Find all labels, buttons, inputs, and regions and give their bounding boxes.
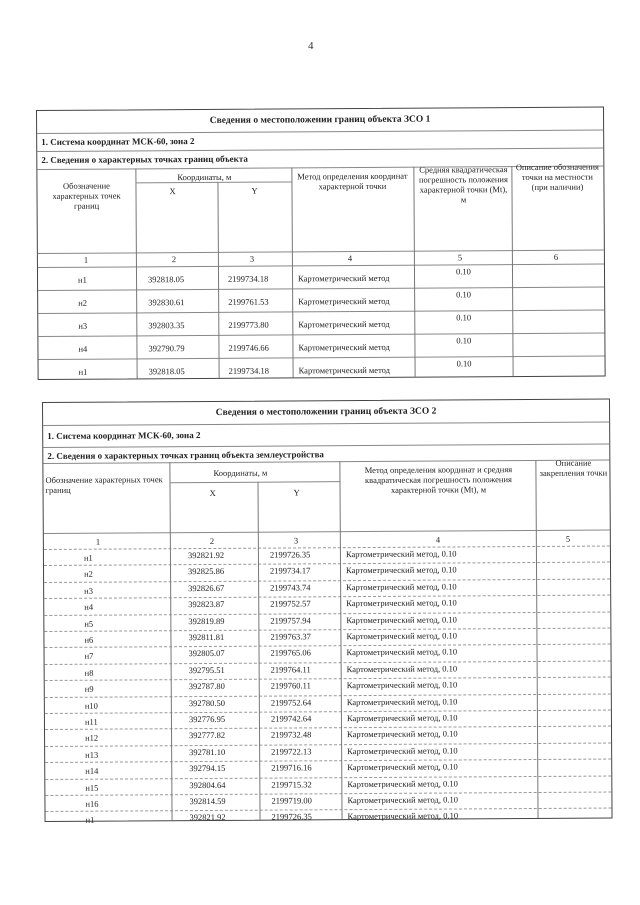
point-name: н2 [78,297,88,308]
point-name: н2 [84,568,93,579]
column-number: 5 [565,533,571,544]
method: Картометрический метод, 0.10 [347,728,458,740]
coord-y: 2199726.35 [269,549,311,560]
method: Картометрический метод, 0.10 [346,630,457,642]
header-coords: Координаты, м [177,171,232,183]
point-name: н10 [84,700,98,711]
header-x: X [209,487,216,498]
point-name: н1 [83,552,93,563]
row-divider [44,579,610,583]
point-name: н5 [84,618,94,629]
point-name: н6 [84,634,94,645]
point-name: н11 [84,716,98,727]
point-name: н3 [84,585,93,596]
method: Картометрический метод, 0.10 [347,794,458,806]
coord-y: 2199752.57 [270,598,311,609]
coord-y: 2199765.06 [270,647,311,658]
header-y: Y [251,185,258,196]
coord-y: 2199757.94 [270,615,311,626]
page-number: 4 [308,40,314,52]
error-value: 0.10 [456,358,472,369]
coord-y: 2199763.37 [270,631,311,642]
column-number: 2 [209,535,215,546]
point-name: н14 [85,765,99,776]
method: Картометрический метод, 0.10 [346,614,457,626]
table-zso-2 [42,399,613,825]
method: Картометрический метод, 0.10 [346,597,457,609]
column-number: 3 [293,535,299,546]
row-divider [45,808,611,812]
column-number: 4 [347,253,353,264]
row-divider [44,595,610,599]
coord-x: 392811.81 [188,631,225,643]
header-x: X [169,186,176,197]
point-name: н16 [85,798,99,809]
column-number: 3 [249,253,255,264]
table-zso-1 [36,107,606,380]
point-name: н1 [85,814,95,825]
coord-y: 2199732.48 [271,729,312,740]
error-value: 0.10 [456,312,472,323]
coordinate-system-label: 1. Система координат МСК-60, зона 2 [47,430,201,441]
point-name: н9 [84,683,94,694]
coord-x: 392830.61 [148,297,185,308]
row-divider [38,333,604,337]
point-name: н13 [85,749,99,760]
error-value: 0.10 [455,266,471,277]
method: Картометрический метод [298,295,390,307]
header-designation: Обозначение характерных точек границ [45,474,163,495]
coord-y: 2199742.64 [270,713,312,724]
column-number: 4 [435,534,441,545]
points-section-label: 2. Сведения о характерных точках границ объекта землеустройства [47,449,324,461]
column-number: 6 [553,251,559,262]
column-number: 1 [95,536,101,547]
row-divider [45,743,611,747]
coord-x: 392818.05 [148,366,185,377]
point-name: н4 [78,343,88,354]
coord-y: 2199734.18 [228,365,270,376]
header-designation: Обозначение характерных точек границ [52,180,121,211]
row-divider [44,546,610,550]
method: Картометрический метод, 0.10 [346,696,458,708]
coord-y: 2199743.74 [270,582,311,593]
coord-y: 2199734.18 [228,273,269,284]
coord-y: 2199715.32 [271,779,312,790]
header-error: Средняя квадратическая погрешность положения характерной точки (Mt), м [418,164,508,205]
coord-x: 392821.92 [189,811,226,823]
point-name: н8 [84,667,94,678]
coord-x: 392781.10 [189,746,226,758]
column-number: 2 [171,254,177,265]
coord-x: 392825.86 [188,565,225,577]
coord-y: 2199764.11 [270,664,311,675]
header-method: Метод определения координат и средняя квадратическая погрешность положения характерной точки (Mt), м [364,464,513,495]
error-value: 0.10 [456,289,472,300]
coord-y: 2199716.16 [271,762,312,773]
method: Картометрический метод, 0.10 [346,564,457,576]
coord-y: 2199773.80 [228,319,269,330]
row-divider [44,628,610,632]
error-value: 0.10 [456,335,472,346]
method: Картометрический метод, 0.10 [345,548,457,560]
row-divider [44,562,610,566]
row-divider [45,661,611,665]
coord-x: 392787.80 [188,680,225,692]
coord-y: 2199752.64 [270,697,312,708]
method: Картометрический метод, 0.10 [346,663,458,675]
coord-x: 392821.92 [187,549,225,561]
method: Картометрический метод, 0.10 [347,810,459,822]
method: Картометрический метод [298,318,390,330]
coord-x: 392777.82 [189,729,226,741]
coord-y: 2199760.11 [270,680,311,691]
coord-x: 392826.67 [188,582,225,594]
header-description: Описание обозначения точки на местности (при наличии) [515,161,599,192]
method: Картометрический метод, 0.10 [347,761,458,773]
table-title: Сведения о местоположении границ объекта ЗСО 2 [215,406,437,418]
method: Картометрический метод, 0.10 [346,646,458,658]
row-divider [45,677,611,681]
row-divider [38,264,604,268]
point-name: н3 [78,320,88,331]
coord-x: 392803.35 [148,320,185,331]
coord-x: 392814.59 [189,795,226,807]
coord-y: 2199746.66 [228,342,269,353]
coordinate-system-label: 1. Система координат МСК-60, зона 2 [41,136,195,147]
method: Картометрический метод, 0.10 [346,679,458,691]
point-name: н1 [78,274,87,285]
method: Картометрический метод, 0.10 [346,712,458,724]
coord-y: 2199722.13 [271,746,312,757]
coord-x: 392819.89 [188,615,225,627]
point-name: н12 [85,732,99,743]
column-number: 5 [457,252,463,263]
row-divider [45,710,611,714]
row-divider [45,694,611,698]
point-name: н15 [85,782,99,793]
row-divider [39,356,605,360]
point-name: н1 [78,366,88,377]
row-divider [45,776,611,780]
coord-x: 392776.95 [188,713,226,725]
coord-x: 392818.05 [148,274,185,285]
row-divider [38,287,604,291]
row-divider [38,310,604,314]
coord-y: 2199761.53 [228,296,269,307]
header-coords: Координаты, м [213,467,268,478]
header-method: Метод определения координат характерной точки [297,170,408,192]
row-divider [45,759,611,763]
row-divider [45,726,611,730]
coord-x: 392823.87 [188,598,225,610]
table-title: Сведения о местоположении границ объекта ЗСО 1 [209,114,431,126]
method: Картометрический метод [298,341,390,353]
point-name: н4 [84,601,94,612]
coord-x: 392805.07 [188,647,225,659]
row-divider [44,612,610,616]
header-description: Описание закрепления точки [539,457,608,478]
header-y: Y [293,487,300,498]
coord-x: 392780.50 [188,697,225,709]
row-divider [44,644,610,648]
coord-x: 392794.15 [189,762,226,774]
method: Картометрический метод, 0.10 [346,581,457,593]
method: Картометрический метод [298,272,390,284]
row-divider [45,792,611,796]
method: Картометрический метод [298,364,391,376]
point-name: н7 [84,650,94,661]
coord-y: 2199726.35 [271,811,312,822]
coord-x: 392795.51 [188,664,225,676]
points-section-label: 2. Сведения о характерных точках границ объекта [41,153,248,165]
column-number: 1 [83,254,89,265]
coord-x: 392804.64 [189,779,226,791]
coord-y: 2199734.17 [270,565,311,576]
coord-y: 2199719.00 [271,795,312,806]
method: Картометрический метод, 0.10 [347,778,458,790]
coord-x: 392790.79 [148,343,185,354]
method: Картометрический метод, 0.10 [347,745,458,757]
